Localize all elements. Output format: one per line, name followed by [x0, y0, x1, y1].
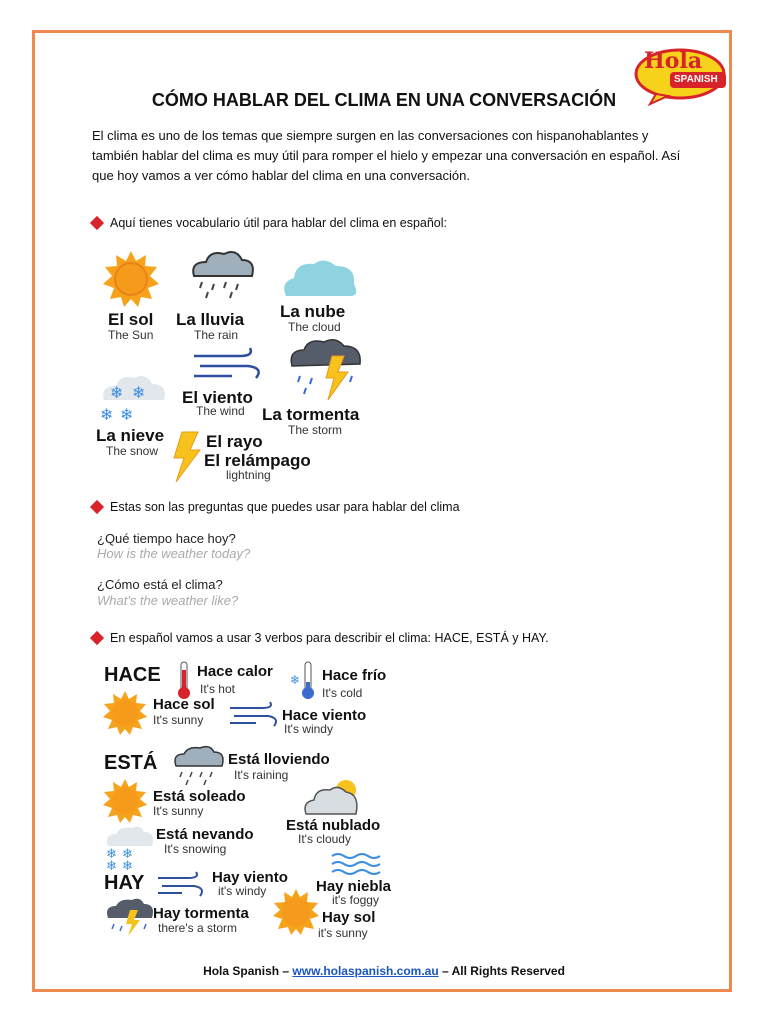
verb-esta-label: ESTÁ [104, 752, 158, 774]
sun-cloud-icon [302, 778, 362, 818]
hace-sol-es: Hace sol [153, 696, 215, 713]
question-2-es: ¿Cómo está el clima? [97, 577, 223, 592]
svg-text:❄: ❄ [106, 847, 117, 862]
sun-icon [102, 778, 148, 824]
esta-lloviendo-en: It's raining [234, 768, 289, 782]
hace-frio-en: It's cold [322, 686, 363, 700]
hace-frio-es: Hace frío [322, 667, 387, 684]
hay-tormenta-es: Hay tormenta [153, 905, 249, 922]
snow-cloud-icon [104, 824, 154, 874]
snow-cloud-icon [100, 372, 170, 426]
hay-tormenta-en: there's a storm [158, 921, 237, 935]
esta-nevando-es: Está nevando [156, 826, 254, 843]
esta-lloviendo-es: Está lloviendo [228, 751, 330, 768]
vocab-viento-en: The wind [196, 404, 245, 418]
svg-text:❄: ❄ [120, 405, 134, 424]
svg-text:❄: ❄ [110, 383, 124, 402]
diamond-bullet-icon [90, 500, 104, 514]
hay-viento-en: it's windy [218, 884, 267, 898]
vocab-rayo-es: El rayo [206, 432, 263, 451]
vocab-nube-en: The cloud [288, 320, 341, 334]
bullet-vocab [92, 216, 447, 230]
cloud-icon [280, 256, 360, 300]
hace-calor-es: Hace calor [197, 663, 273, 680]
vocab-rayo-en: lightning [226, 468, 271, 482]
question-1-es: ¿Qué tiempo hace hoy? [97, 531, 236, 546]
svg-text:❄: ❄ [122, 859, 133, 874]
vocab-nieve-en: The snow [106, 444, 159, 458]
esta-nublado-es: Está nublado [286, 817, 381, 834]
page-title: CÓMO HABLAR DEL CLIMA EN UNA CONVERSACIÓN [151, 90, 617, 110]
svg-text:❄: ❄ [132, 383, 146, 402]
hay-viento-es: Hay viento [212, 869, 288, 886]
esta-nublado-en: It's cloudy [298, 832, 351, 846]
storm-icon [288, 336, 372, 402]
hace-calor-en: It's hot [200, 682, 235, 696]
footer-suffix: – All Rights Reserved [438, 964, 565, 978]
bullet-questions-text: Estas son las preguntas que puedes usar para hablar del clima [110, 500, 460, 514]
svg-text:❄: ❄ [106, 859, 117, 874]
vocab-nieve-es: La nieve [96, 426, 165, 445]
rain-cloud-icon [170, 744, 226, 786]
sun-icon [102, 250, 160, 308]
footer-link[interactable]: www.holaspanish.com.au [292, 964, 439, 978]
thermometer-hot-icon [176, 662, 192, 700]
intro-paragraph: El clima es uno de los temas que siempre surgen en las conversaciones con hispanohablantes y también hablar del clima es muy útil para romper el hielo y empezar una conversación en español. Así que hoy vamos a ver cómo hablar del clima en una conversación. [92, 128, 681, 183]
footer [0, 964, 768, 978]
bullet-vocab-text: Aquí tienes vocabulario útil para hablar del clima en español: [110, 216, 448, 230]
wind-icon [228, 700, 280, 728]
wind-icon [156, 870, 206, 898]
hace-viento-en: It's windy [284, 722, 333, 736]
esta-nevando-en: It's snowing [164, 842, 227, 856]
svg-text:❄: ❄ [122, 847, 133, 862]
logo-word: Hola [644, 48, 703, 74]
rain-cloud-icon [186, 248, 258, 300]
vocab-tormenta-es: La tormenta [262, 405, 360, 424]
esta-soleado-en: It's sunny [153, 804, 204, 818]
vocab-nube-es: La nube [280, 302, 346, 321]
vocab-relampago-es: El relámpago [204, 451, 311, 470]
diamond-bullet-icon [90, 631, 104, 645]
diamond-bullet-icon [90, 216, 104, 230]
hay-niebla-en: it's foggy [332, 893, 379, 907]
thermometer-cold-icon [290, 662, 320, 700]
esta-soleado-es: Está soleado [153, 788, 246, 805]
sun-icon [102, 690, 148, 736]
sun-icon [272, 888, 320, 936]
wind-icon [192, 346, 264, 386]
hace-sol-en: It's sunny [153, 713, 204, 727]
logo-sub: SPANISH [674, 74, 718, 85]
question-2-en: What's the weather like? [97, 593, 239, 608]
verb-hay-label: HAY [104, 872, 145, 894]
hay-sol-en: it's sunny [318, 926, 368, 940]
vocab-tormenta-en: The storm [288, 423, 343, 437]
storm-icon [104, 898, 154, 938]
fog-icon [330, 852, 382, 878]
question-1-en: How is the weather today? [97, 546, 251, 561]
hay-niebla-es: Hay niebla [316, 878, 392, 895]
hace-viento-es: Hace viento [282, 707, 367, 724]
footer-prefix: Hola Spanish – [203, 964, 293, 978]
svg-text:❄: ❄ [100, 405, 114, 424]
vocab-sol-en: The Sun [108, 328, 154, 342]
lightning-icon [172, 432, 202, 482]
verb-hace-label: HACE [104, 664, 161, 686]
svg-text:❄: ❄ [290, 673, 301, 687]
bullet-verbs-text: En español vamos a usar 3 verbos para describir el clima: HACE, ESTÁ y HAY. [110, 631, 549, 645]
vocab-sol-es: El sol [108, 310, 154, 329]
hay-sol-es: Hay sol [322, 909, 376, 926]
vocab-lluvia-es: La lluvia [176, 310, 245, 329]
bullet-questions [92, 500, 460, 514]
vocab-viento-es: El viento [182, 388, 253, 407]
bullet-verbs [92, 631, 549, 645]
vocab-lluvia-en: The rain [194, 328, 239, 342]
